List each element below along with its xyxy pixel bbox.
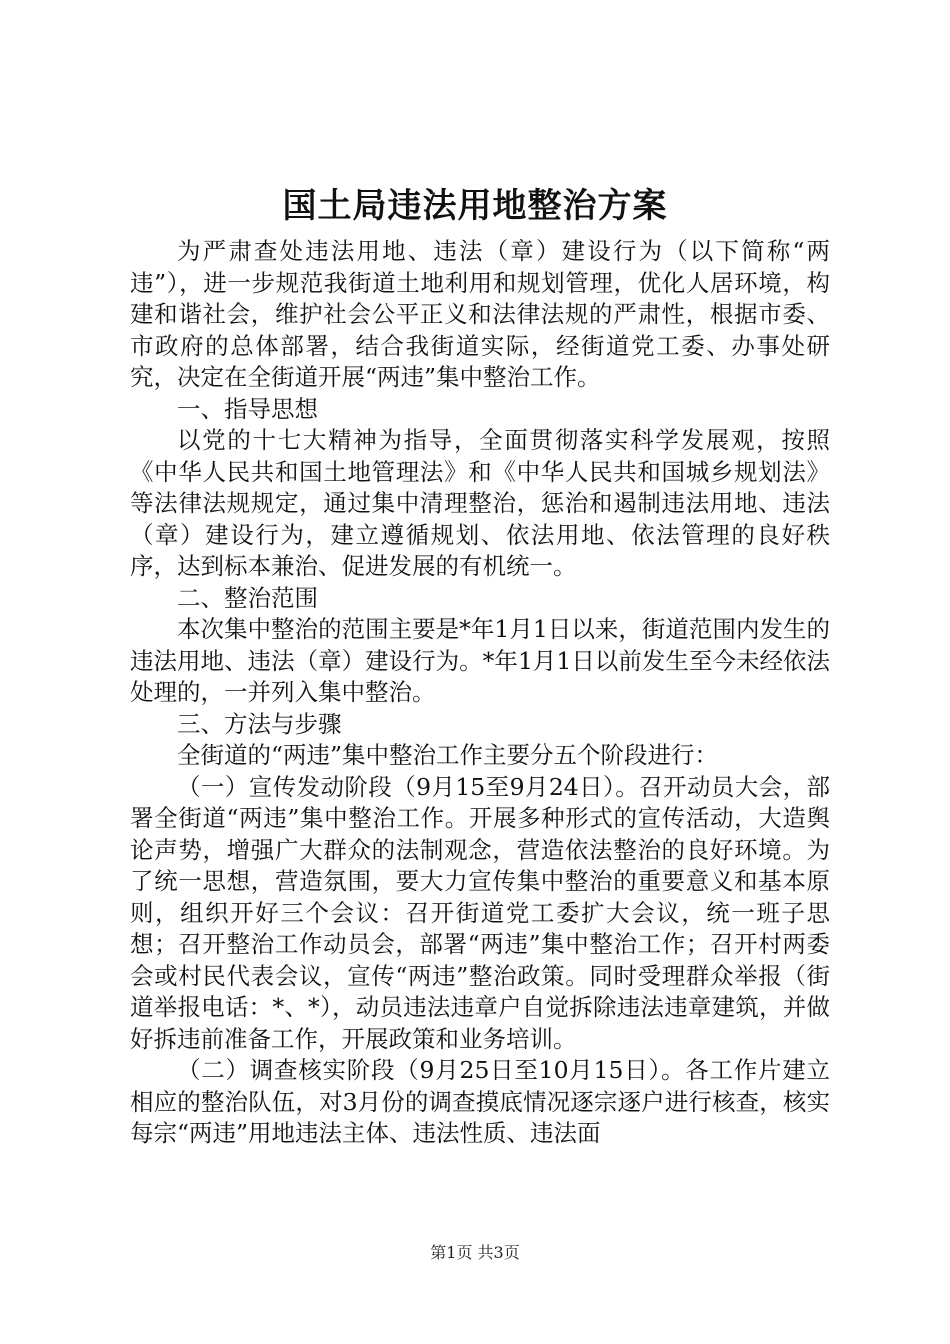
stage-two-paragraph: （二）调查核实阶段（9月25日至10月15日）。各工作片建立相应的整治队伍，对3月份的调查摸底情况逐宗逐户进行核查，核实每宗“两违”用地违法主体、违法性质、违法面 xyxy=(130,1056,830,1147)
document-body xyxy=(130,236,830,1150)
scope-paragraph: 本次集中整治的范围主要是*年1月1日以来，街道范围内发生的违法用地、违法（章）建设行为。*年1月1日以前发生至今未经依法处理的，一并列入集中整治。 xyxy=(130,615,830,706)
stage-one-paragraph: （一）宣传发动阶段（9月15至9月24日）。召开动员大会，部署全街道“两违”集中整治工作。开展多种形式的宣传活动，大造舆论声势，增强广大群众的法制观念，营造依法整治的良好环境。为了统一思想，营造氛围，要大力宣传集中整治的重要意义和基本原则，组织开好三个会议：召开街道党工委扩大会议，统一班子思想；召开整治工作动员会，部署“两违”集中整治工作；召开村两委会或村民代表会议，宣传“两违”整治政策。同时受理群众举报（街道举报电话：*、*），动员违法违章户自觉拆除违法违章建筑，并做好拆违前准备工作，开展政策和业务培训。 xyxy=(130,772,830,1053)
document-title: 国土局违法用地整治方案 xyxy=(282,186,668,226)
section-heading-methods-steps: 三、方法与步骤 xyxy=(177,709,342,738)
page-number-footer: 第1页 共3页 xyxy=(430,1243,520,1262)
section-heading-scope: 二、整治范围 xyxy=(177,583,318,612)
methods-intro-paragraph: 全街道的“两违”集中整治工作主要分五个阶段进行： xyxy=(177,741,719,769)
section-heading-guiding-ideology: 一、指导思想 xyxy=(177,394,318,423)
guiding-ideology-paragraph: 以党的十七大精神为指导，全面贯彻落实科学发展观，按照《中华人民共和国土地管理法》和《中华人民共和国城乡规划法》等法律法规规定，通过集中清理整治，惩治和遏制违法用地、违法（章）建设行为，建立遵循规划、依法用地、依法管理的良好秩序，达到标本兼治、促进发展的有机统一。 xyxy=(130,426,830,580)
intro-paragraph: 为严肃查处违法用地、违法（章）建设行为（以下简称“两违”），进一步规范我街道土地利用和规划管理，优化人居环境，构建和谐社会，维护社会公平正义和法律法规的严肃性，根据市委、市政府的总体部署，结合我街道实际，经街道党工委、办事处研究，决定在全街道开展“两违”集中整治工作。 xyxy=(130,237,830,391)
